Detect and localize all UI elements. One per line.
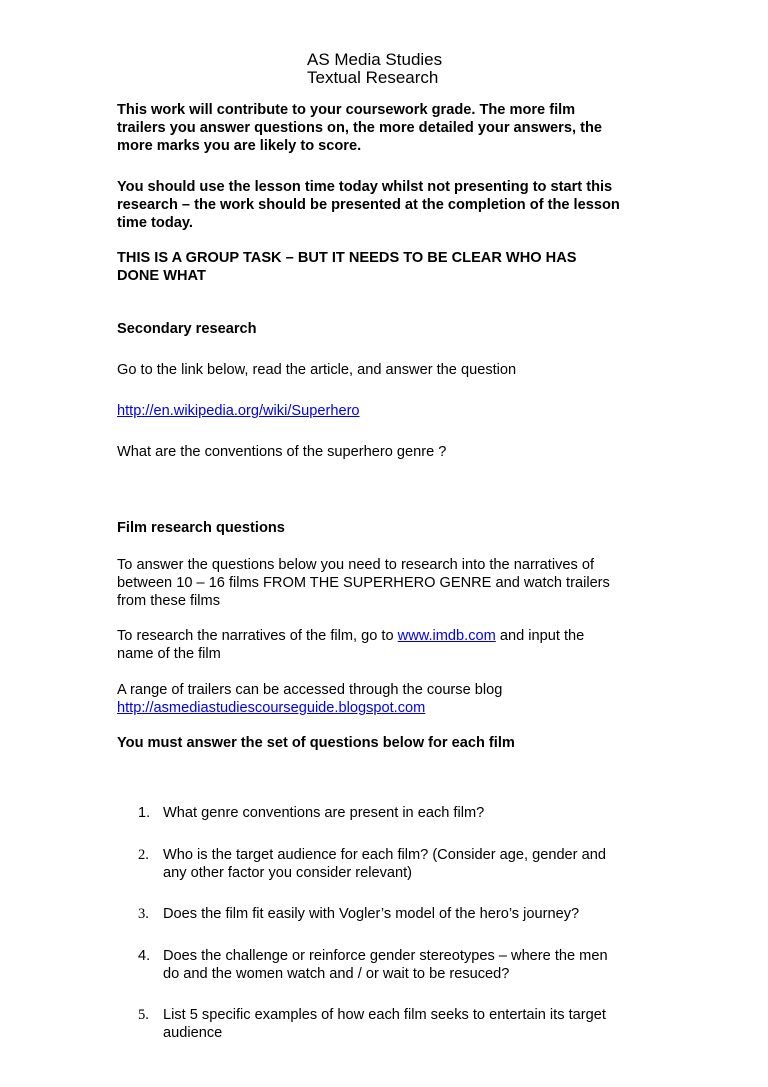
- text-line: time today.: [117, 215, 193, 231]
- wikipedia-link[interactable]: http://en.wikipedia.org/wiki/Superhero: [117, 403, 360, 419]
- intro-paragraph-2: [117, 178, 620, 232]
- text-line: To answer the questions below you need to research into the narratives of: [117, 557, 595, 573]
- text-line: A range of trailers can be accessed through the course blog: [117, 682, 503, 698]
- text-line: do and the women watch and / or wait to be resuced?: [163, 966, 510, 982]
- text-line: Who is the target audience for each film? (Consider age, gender and: [163, 847, 606, 863]
- question-text: [163, 947, 608, 983]
- film-research-heading: Film research questions: [117, 520, 285, 536]
- title-line-2: Textual Research: [307, 68, 439, 87]
- question-number: 4.: [138, 948, 151, 964]
- film-paragraph-3: [117, 681, 502, 717]
- text-line: DONE WHAT: [117, 268, 206, 284]
- question-text: [163, 804, 484, 822]
- text-line: THIS IS A GROUP TASK – BUT IT NEEDS TO BE CLEAR WHO HAS: [117, 250, 577, 266]
- imdb-link[interactable]: www.imdb.com: [397, 628, 496, 644]
- text-line: more marks you are likely to score.: [117, 138, 362, 154]
- text-line: You should use the lesson time today whilst not presenting to start this: [117, 179, 613, 195]
- secondary-research-heading: Secondary research: [117, 321, 257, 337]
- text-line: What genre conventions are present in each film?: [163, 805, 485, 821]
- question-number: 5.: [138, 1007, 149, 1023]
- group-task-notice: [117, 249, 576, 285]
- text: To research the narratives of the film, go to: [117, 628, 398, 644]
- text-line: name of the film: [117, 646, 221, 662]
- intro-paragraph-1: [117, 101, 602, 155]
- question-text: [163, 846, 606, 882]
- text-line: Does the film fit easily with Vogler’s model of the hero’s journey?: [163, 906, 580, 922]
- question-number: 2.: [138, 847, 149, 863]
- text-line: audience: [163, 1025, 223, 1041]
- text-line: between 10 – 16 films FROM THE SUPERHERO GENRE and watch trailers: [117, 575, 610, 591]
- question-number: 1.: [138, 805, 151, 821]
- secondary-question: What are the conventions of the superhero genre ?: [117, 444, 447, 460]
- question-text: [163, 1006, 606, 1042]
- secondary-instruction: Go to the link below, read the article, and answer the question: [117, 362, 517, 378]
- text-line: trailers you answer questions on, the more detailed your answers, the: [117, 120, 602, 136]
- text-line: Does the challenge or reinforce gender stereotypes – where the men: [163, 948, 608, 964]
- text: and input the: [495, 628, 585, 644]
- text-line: any other factor you consider relevant): [163, 865, 413, 881]
- course-blog-link[interactable]: http://asmediastudiescourseguide.blogspot.com: [117, 700, 426, 716]
- title-line-1: AS Media Studies: [307, 50, 443, 69]
- text-line: List 5 specific examples of how each film seeks to entertain its target: [163, 1007, 606, 1023]
- question-text: [163, 905, 579, 923]
- text-line: This work will contribute to your coursework grade. The more film: [117, 102, 576, 118]
- film-paragraph-1: [117, 556, 610, 610]
- film-paragraph-2: [117, 627, 584, 663]
- text-line: research – the work should be presented at the completion of the lesson: [117, 197, 620, 213]
- question-number: 3.: [138, 906, 149, 922]
- text-line: from these films: [117, 593, 220, 609]
- must-answer-instruction: You must answer the set of questions below for each film: [117, 735, 515, 751]
